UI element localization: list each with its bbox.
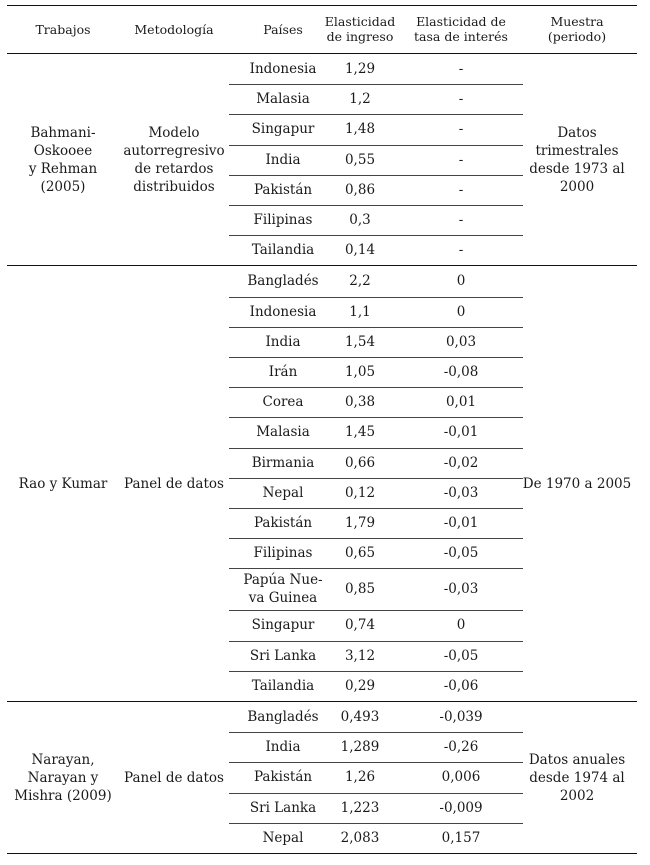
- income-elasticity-cell: [315, 508, 405, 538]
- income-elasticity-cell: [315, 235, 405, 265]
- method-cell-text: Panel de datos: [124, 475, 224, 492]
- interest-elasticity-cell-text: 0,03: [445, 333, 477, 350]
- country-cell-text: Sri Lanka: [249, 799, 317, 816]
- income-elasticity-cell-text: 0,29: [344, 677, 376, 694]
- interest-elasticity-cell: [405, 762, 517, 792]
- country-cell-text: Pakistán: [253, 181, 313, 198]
- interest-elasticity-cell: [405, 327, 517, 357]
- income-elasticity-cell-text: 1,05: [344, 364, 376, 381]
- sample-cell-text: Datos anuales desde 1974 al 2002: [528, 751, 626, 804]
- interest-elasticity-cell-text: 0,01: [445, 394, 477, 411]
- income-elasticity-cell-text: 1,48: [344, 121, 376, 138]
- interest-elasticity-cell: [405, 538, 517, 568]
- interest-elasticity-cell-text: -0,05: [443, 647, 479, 664]
- interest-elasticity-cell: [405, 84, 517, 114]
- income-elasticity-cell: [315, 417, 405, 447]
- country-cell-text: Malasia: [256, 424, 310, 441]
- income-elasticity-cell-text: 0,38: [344, 394, 376, 411]
- interest-elasticity-cell: [405, 205, 517, 235]
- interest-elasticity-cell: [405, 54, 517, 84]
- income-elasticity-cell: [315, 671, 405, 701]
- income-elasticity-cell: [315, 610, 405, 640]
- interest-elasticity-cell-text: 0,006: [441, 769, 481, 786]
- study-cell: [7, 702, 119, 853]
- sample-cell-text: Datos trimestrales desde 1973 al 2000: [529, 124, 625, 195]
- header-4: [405, 6, 517, 52]
- method-cell: [119, 54, 229, 265]
- method-cell: [119, 702, 229, 853]
- interest-elasticity-cell: [405, 823, 517, 853]
- income-elasticity-cell-text: 1,1: [349, 303, 371, 320]
- group-rule: [7, 853, 637, 854]
- header-3: [315, 6, 405, 52]
- income-elasticity-cell: [315, 448, 405, 478]
- interest-elasticity-cell-text: 0: [456, 303, 466, 320]
- income-elasticity-cell: [315, 568, 405, 610]
- header-5-text: Muestra (periodo): [547, 14, 607, 44]
- interest-elasticity-cell-text: -0,01: [443, 515, 479, 532]
- income-elasticity-cell: [315, 297, 405, 327]
- sample-cell: [517, 702, 637, 853]
- interest-elasticity-cell: [405, 702, 517, 732]
- interest-elasticity-cell: [405, 732, 517, 762]
- interest-elasticity-cell-text: -: [458, 61, 464, 78]
- sample-cell: [517, 54, 637, 265]
- income-elasticity-cell: [315, 145, 405, 175]
- interest-elasticity-cell-text: -0,05: [443, 545, 479, 562]
- country-cell-text: Corea: [262, 394, 304, 411]
- country-cell-text: Singapur: [251, 121, 315, 138]
- country-cell-text: Tailandia: [251, 242, 315, 259]
- interest-elasticity-cell: [405, 297, 517, 327]
- interest-elasticity-cell-text: -0,009: [439, 799, 483, 816]
- income-elasticity-cell-text: 3,12: [344, 647, 376, 664]
- income-elasticity-cell: [315, 702, 405, 732]
- income-elasticity-cell: [315, 266, 405, 296]
- interest-elasticity-cell: [405, 357, 517, 387]
- header-1: [119, 6, 229, 52]
- interest-elasticity-cell: [405, 145, 517, 175]
- income-elasticity-cell-text: 0,3: [349, 212, 371, 229]
- sample-cell-text: De 1970 a 2005: [522, 475, 632, 492]
- income-elasticity-cell: [315, 732, 405, 762]
- interest-elasticity-cell: [405, 793, 517, 823]
- header-0: [7, 6, 119, 52]
- interest-elasticity-cell: [405, 387, 517, 417]
- income-elasticity-cell: [315, 538, 405, 568]
- income-elasticity-cell-text: 1,79: [344, 515, 376, 532]
- income-elasticity-cell-text: 0,65: [344, 545, 376, 562]
- income-elasticity-cell: [315, 357, 405, 387]
- country-cell-text: Indonesia: [249, 61, 317, 78]
- header-0-text: Trabajos: [35, 21, 91, 37]
- income-elasticity-cell: [315, 114, 405, 144]
- country-cell-text: India: [265, 151, 301, 168]
- income-elasticity-cell-text: 0,493: [340, 709, 380, 726]
- header-5: [517, 6, 637, 52]
- income-elasticity-cell-text: 1,54: [344, 333, 376, 350]
- country-cell-text: Sri Lanka: [249, 647, 317, 664]
- interest-elasticity-cell: [405, 478, 517, 508]
- interest-elasticity-cell-text: -0,08: [443, 364, 479, 381]
- income-elasticity-cell-text: 1,29: [344, 61, 376, 78]
- income-elasticity-cell-text: 0,86: [344, 181, 376, 198]
- country-cell-text: Filipinas: [253, 545, 313, 562]
- income-elasticity-cell-text: 1,2: [349, 91, 371, 108]
- interest-elasticity-cell-text: 0: [456, 617, 466, 634]
- interest-elasticity-cell: [405, 568, 517, 610]
- country-cell-text: Nepal: [262, 829, 304, 846]
- income-elasticity-cell: [315, 327, 405, 357]
- interest-elasticity-cell-text: -0,02: [443, 454, 479, 471]
- study-cell-text: Rao y Kumar: [18, 475, 108, 492]
- income-elasticity-cell-text: 0,66: [344, 454, 376, 471]
- country-cell-text: Singapur: [251, 617, 315, 634]
- income-elasticity-cell: [315, 793, 405, 823]
- interest-elasticity-cell-text: -: [458, 151, 464, 168]
- sample-cell: [517, 266, 637, 701]
- method-cell-text: Modelo autorregresivo de retardos distribuidos: [123, 124, 225, 195]
- income-elasticity-cell-text: 1,45: [344, 424, 376, 441]
- interest-elasticity-cell: [405, 175, 517, 205]
- country-cell-text: Birmania: [251, 454, 315, 471]
- header-3-text: Elasticidad de ingreso: [324, 14, 396, 44]
- income-elasticity-cell-text: 0,74: [344, 617, 376, 634]
- interest-elasticity-cell-text: -: [458, 212, 464, 229]
- study-cell-text: Narayan, Narayan y Mishra (2009): [14, 751, 112, 804]
- interest-elasticity-cell: [405, 641, 517, 671]
- country-cell-text: Pakistán: [253, 769, 313, 786]
- study-cell: [7, 54, 119, 265]
- interest-elasticity-cell-text: -0,03: [443, 484, 479, 501]
- header-2-text: Países: [263, 21, 303, 37]
- country-cell-text: Papúa Nue- va Guinea: [243, 572, 323, 607]
- income-elasticity-cell-text: 0,12: [344, 484, 376, 501]
- income-elasticity-cell: [315, 205, 405, 235]
- income-elasticity-cell-text: 1,26: [344, 769, 376, 786]
- method-cell-text: Panel de datos: [124, 769, 224, 786]
- interest-elasticity-cell-text: -: [458, 91, 464, 108]
- income-elasticity-cell: [315, 823, 405, 853]
- interest-elasticity-cell-text: -0,039: [439, 709, 483, 726]
- interest-elasticity-cell: [405, 671, 517, 701]
- interest-elasticity-cell-text: 0: [456, 273, 466, 290]
- study-cell-text: Bahmani- Oskooee y Rehman (2005): [28, 124, 98, 195]
- interest-elasticity-cell-text: -0,03: [443, 581, 479, 598]
- income-elasticity-cell-text: 0,55: [344, 151, 376, 168]
- interest-elasticity-cell: [405, 448, 517, 478]
- interest-elasticity-cell: [405, 266, 517, 296]
- country-cell-text: Tailandia: [251, 677, 315, 694]
- country-cell-text: India: [265, 739, 301, 756]
- interest-elasticity-cell-text: -: [458, 242, 464, 259]
- income-elasticity-cell: [315, 641, 405, 671]
- income-elasticity-cell: [315, 54, 405, 84]
- country-cell-text: Malasia: [256, 91, 310, 108]
- country-cell-text: Nepal: [262, 484, 304, 501]
- interest-elasticity-cell-text: -: [458, 181, 464, 198]
- method-cell: [119, 266, 229, 701]
- header-1-text: Metodología: [134, 21, 214, 37]
- interest-elasticity-cell-text: 0,157: [441, 829, 481, 846]
- interest-elasticity-cell-text: -0,26: [443, 739, 479, 756]
- country-cell-text: Indonesia: [249, 303, 317, 320]
- study-cell: [7, 266, 119, 701]
- header-4-text: Elasticidad de tasa de interés: [414, 14, 508, 44]
- interest-elasticity-cell-text: -0,06: [443, 677, 479, 694]
- interest-elasticity-cell: [405, 235, 517, 265]
- income-elasticity-cell-text: 2,083: [340, 829, 380, 846]
- income-elasticity-cell: [315, 762, 405, 792]
- country-cell-text: India: [265, 333, 301, 350]
- interest-elasticity-cell: [405, 610, 517, 640]
- income-elasticity-cell-text: 0,85: [344, 581, 376, 598]
- interest-elasticity-cell-text: -0,01: [443, 424, 479, 441]
- interest-elasticity-cell: [405, 417, 517, 447]
- income-elasticity-cell-text: 2,2: [349, 273, 371, 290]
- country-cell-text: Pakistán: [253, 515, 313, 532]
- income-elasticity-cell: [315, 478, 405, 508]
- interest-elasticity-cell-text: -: [458, 121, 464, 138]
- income-elasticity-cell: [315, 84, 405, 114]
- income-elasticity-cell-text: 0,14: [344, 242, 376, 259]
- income-elasticity-cell: [315, 175, 405, 205]
- income-elasticity-cell: [315, 387, 405, 417]
- income-elasticity-cell-text: 1,289: [340, 739, 380, 756]
- country-cell-text: Bangladés: [247, 273, 319, 290]
- interest-elasticity-cell: [405, 114, 517, 144]
- interest-elasticity-cell: [405, 508, 517, 538]
- country-cell-text: Filipinas: [253, 212, 313, 229]
- income-elasticity-cell-text: 1,223: [340, 799, 380, 816]
- country-cell-text: Bangladés: [247, 709, 319, 726]
- country-cell-text: Irán: [268, 364, 298, 381]
